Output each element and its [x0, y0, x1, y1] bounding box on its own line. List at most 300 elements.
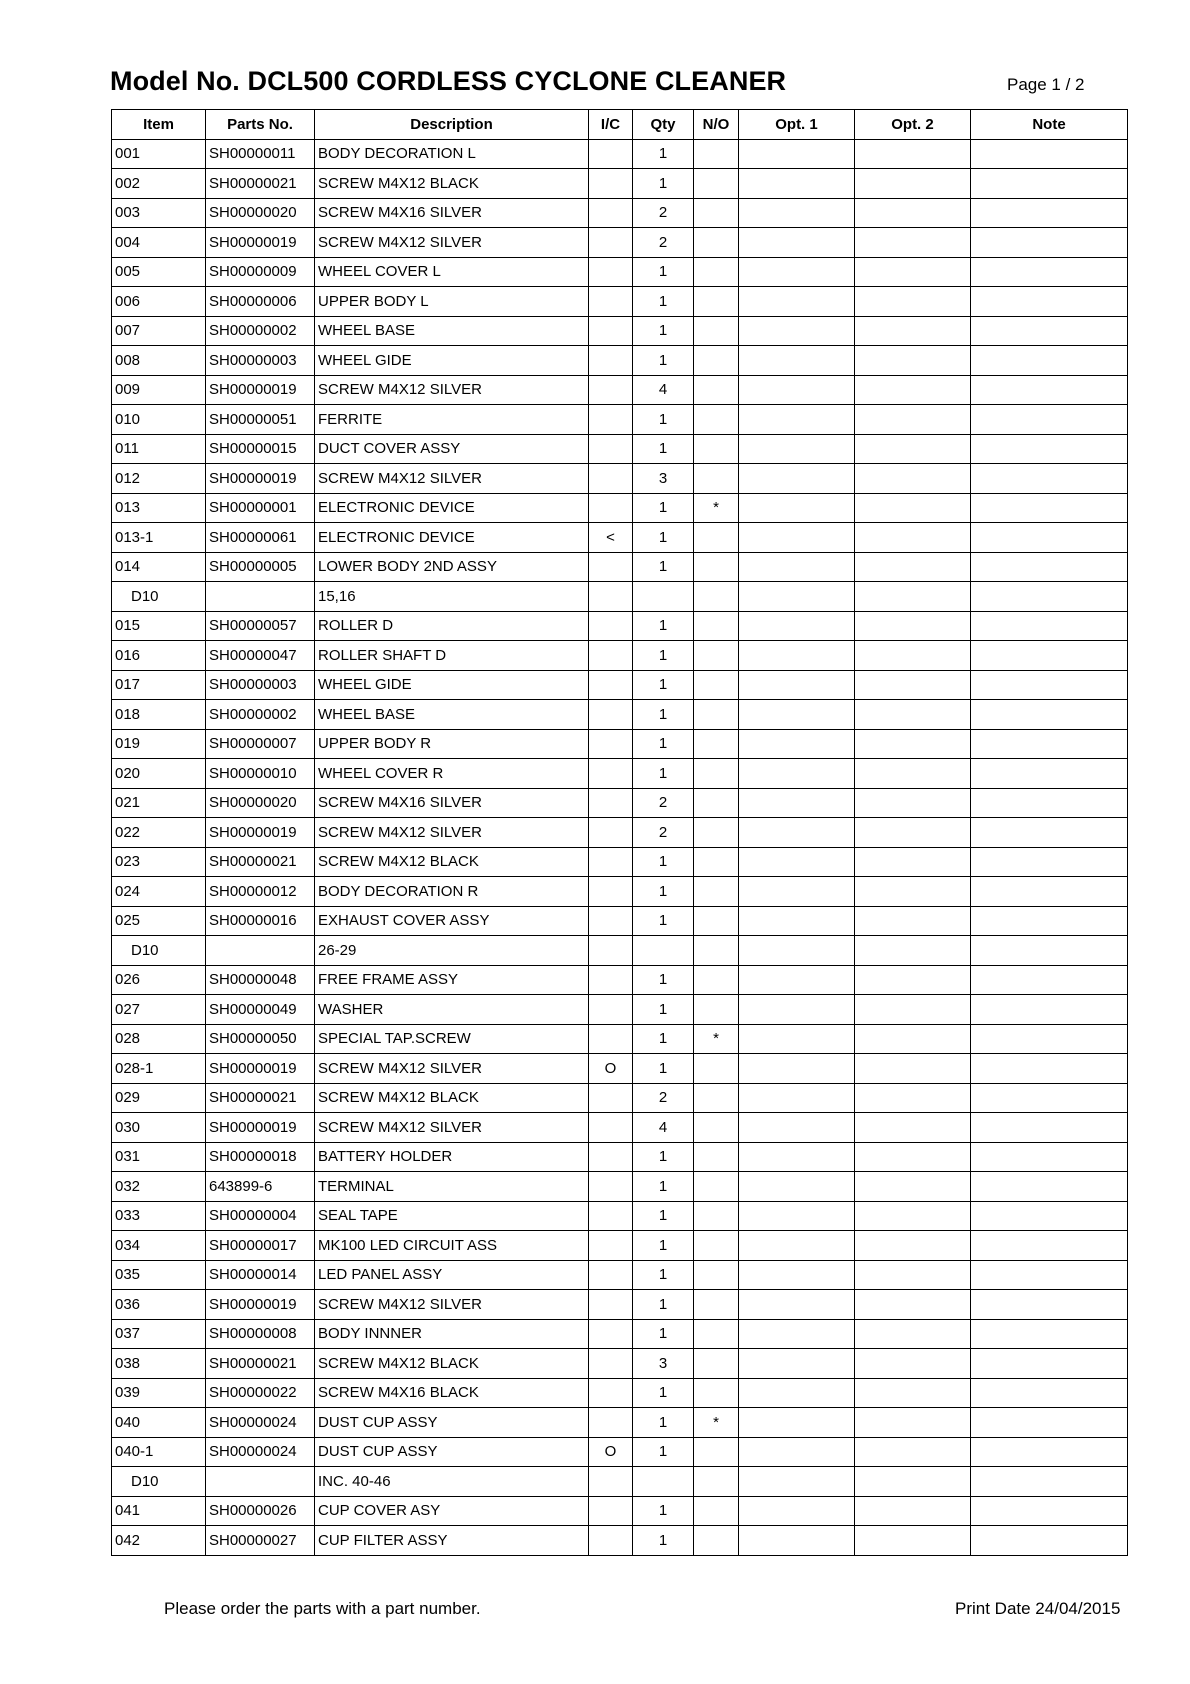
ic-cell [589, 346, 633, 376]
description-cell: SCREW M4X12 SILVER [315, 375, 589, 405]
part-number-cell: SH00000021 [206, 169, 315, 199]
ic-cell [589, 818, 633, 848]
qty-cell: 1 [633, 405, 694, 435]
table-row [112, 1260, 1128, 1290]
table-row [112, 1172, 1128, 1202]
ic-cell [589, 641, 633, 671]
no-cell [694, 1054, 739, 1084]
no-cell [694, 139, 739, 169]
no-cell [694, 1319, 739, 1349]
qty-cell: 1 [633, 877, 694, 907]
no-cell [694, 1526, 739, 1556]
no-cell [694, 552, 739, 582]
document-title: Model No. DCL500 CORDLESS CYCLONE CLEANER [110, 66, 787, 96]
description-cell: UPPER BODY L [315, 287, 589, 317]
item-cell: 034 [112, 1231, 206, 1261]
no-cell [694, 1142, 739, 1172]
opt2-cell [855, 877, 971, 907]
opt2-cell [855, 965, 971, 995]
no-cell [694, 965, 739, 995]
qty-cell: 3 [633, 1349, 694, 1379]
description-cell: WHEEL GIDE [315, 670, 589, 700]
item-cell: 025 [112, 906, 206, 936]
no-cell [694, 759, 739, 789]
ic-cell [589, 552, 633, 582]
note-cell [971, 523, 1128, 553]
note-cell [971, 434, 1128, 464]
opt2-cell [855, 729, 971, 759]
opt1-cell [739, 906, 855, 936]
no-cell [694, 877, 739, 907]
item-cell: 001 [112, 139, 206, 169]
part-number-cell: SH00000010 [206, 759, 315, 789]
note-cell [971, 1231, 1128, 1261]
opt1-cell [739, 493, 855, 523]
note-cell [971, 1349, 1128, 1379]
part-number-cell: SH00000005 [206, 552, 315, 582]
table-row [112, 965, 1128, 995]
qty-cell: 1 [633, 434, 694, 464]
qty-cell: 1 [633, 1024, 694, 1054]
qty-cell: 1 [633, 1378, 694, 1408]
item-cell: 028-1 [112, 1054, 206, 1084]
description-cell: WHEEL BASE [315, 316, 589, 346]
description-cell: SCREW M4X12 SILVER [315, 1054, 589, 1084]
opt1-cell [739, 1349, 855, 1379]
opt1-cell [739, 1526, 855, 1556]
column-header-ic: I/C [589, 110, 633, 140]
opt1-cell [739, 1172, 855, 1202]
opt1-cell [739, 700, 855, 730]
table-row [112, 346, 1128, 376]
opt1-cell [739, 375, 855, 405]
no-cell: * [694, 493, 739, 523]
opt1-cell [739, 936, 855, 966]
column-header-qty: Qty [633, 110, 694, 140]
opt2-cell [855, 670, 971, 700]
description-cell: SCREW M4X12 BLACK [315, 1349, 589, 1379]
note-cell [971, 257, 1128, 287]
qty-cell: 1 [633, 552, 694, 582]
part-number-cell: SH00000019 [206, 1054, 315, 1084]
item-cell: 012 [112, 464, 206, 494]
table-row [112, 1290, 1128, 1320]
note-cell [971, 788, 1128, 818]
ic-cell [589, 1172, 633, 1202]
item-cell: 041 [112, 1496, 206, 1526]
item-cell: 040-1 [112, 1437, 206, 1467]
order-note: Please order the parts with a part number. [164, 1599, 481, 1618]
description-cell: WHEEL COVER L [315, 257, 589, 287]
opt2-cell [855, 788, 971, 818]
ic-cell [589, 1526, 633, 1556]
opt1-cell [739, 257, 855, 287]
note-cell [971, 228, 1128, 258]
ic-cell [589, 1201, 633, 1231]
no-cell [694, 1260, 739, 1290]
item-cell: 019 [112, 729, 206, 759]
item-cell: D10 [112, 1467, 206, 1497]
no-cell [694, 847, 739, 877]
description-cell: 26-29 [315, 936, 589, 966]
qty-cell: 2 [633, 198, 694, 228]
ic-cell: < [589, 523, 633, 553]
qty-cell: 1 [633, 641, 694, 671]
no-cell [694, 1496, 739, 1526]
ic-cell [589, 405, 633, 435]
item-cell: 022 [112, 818, 206, 848]
item-cell: 027 [112, 995, 206, 1025]
table-row [112, 936, 1128, 966]
ic-cell [589, 1113, 633, 1143]
ic-cell [589, 582, 633, 612]
item-cell: 030 [112, 1113, 206, 1143]
description-cell: INC. 40-46 [315, 1467, 589, 1497]
opt1-cell [739, 405, 855, 435]
no-cell [694, 198, 739, 228]
qty-cell: 1 [633, 906, 694, 936]
column-header-opt2: Opt. 2 [855, 110, 971, 140]
opt1-cell [739, 1201, 855, 1231]
note-cell [971, 1054, 1128, 1084]
part-number-cell: SH00000003 [206, 346, 315, 376]
description-cell: UPPER BODY R [315, 729, 589, 759]
part-number-cell: SH00000057 [206, 611, 315, 641]
note-cell [971, 1083, 1128, 1113]
part-number-cell: SH00000019 [206, 464, 315, 494]
ic-cell [589, 1024, 633, 1054]
note-cell [971, 139, 1128, 169]
item-cell: 026 [112, 965, 206, 995]
no-cell [694, 169, 739, 199]
table-row [112, 906, 1128, 936]
note-cell [971, 405, 1128, 435]
part-number-cell: SH00000004 [206, 1201, 315, 1231]
part-number-cell: SH00000019 [206, 228, 315, 258]
no-cell [694, 1201, 739, 1231]
no-cell [694, 729, 739, 759]
table-row [112, 700, 1128, 730]
part-number-cell: SH00000015 [206, 434, 315, 464]
opt1-cell [739, 552, 855, 582]
table-row [112, 375, 1128, 405]
opt2-cell [855, 287, 971, 317]
part-number-cell: SH00000009 [206, 257, 315, 287]
table-row [112, 582, 1128, 612]
note-cell [971, 169, 1128, 199]
note-cell [971, 316, 1128, 346]
table-row [112, 1319, 1128, 1349]
note-cell [971, 1290, 1128, 1320]
ic-cell [589, 198, 633, 228]
no-cell [694, 405, 739, 435]
note-cell [971, 906, 1128, 936]
ic-cell [589, 670, 633, 700]
table-row [112, 434, 1128, 464]
item-cell: 004 [112, 228, 206, 258]
part-number-cell: SH00000021 [206, 1083, 315, 1113]
description-cell: ELECTRONIC DEVICE [315, 493, 589, 523]
qty-cell: 1 [633, 287, 694, 317]
opt2-cell [855, 139, 971, 169]
part-number-cell: SH00000001 [206, 493, 315, 523]
description-cell: FREE FRAME ASSY [315, 965, 589, 995]
opt1-cell [739, 729, 855, 759]
opt2-cell [855, 169, 971, 199]
part-number-cell: SH00000050 [206, 1024, 315, 1054]
table-row [112, 287, 1128, 317]
no-cell [694, 670, 739, 700]
item-cell: 031 [112, 1142, 206, 1172]
part-number-cell: SH00000019 [206, 1290, 315, 1320]
no-cell [694, 1113, 739, 1143]
item-cell: 038 [112, 1349, 206, 1379]
qty-cell: 1 [633, 1201, 694, 1231]
note-cell [971, 1467, 1128, 1497]
description-cell: SCREW M4X12 BLACK [315, 847, 589, 877]
description-cell: SCREW M4X12 SILVER [315, 1113, 589, 1143]
qty-cell: 4 [633, 375, 694, 405]
note-cell [971, 729, 1128, 759]
qty-cell: 1 [633, 1054, 694, 1084]
item-cell: 009 [112, 375, 206, 405]
item-cell: 032 [112, 1172, 206, 1202]
item-cell: 037 [112, 1319, 206, 1349]
part-number-cell: SH00000016 [206, 906, 315, 936]
no-cell [694, 788, 739, 818]
ic-cell [589, 1142, 633, 1172]
opt1-cell [739, 523, 855, 553]
no-cell: * [694, 1408, 739, 1438]
table-row [112, 670, 1128, 700]
table-row [112, 139, 1128, 169]
opt1-cell [739, 1231, 855, 1261]
description-cell: WHEEL GIDE [315, 346, 589, 376]
qty-cell: 1 [633, 316, 694, 346]
item-cell: 017 [112, 670, 206, 700]
description-cell: ROLLER SHAFT D [315, 641, 589, 671]
description-cell: CUP COVER ASY [315, 1496, 589, 1526]
column-header-parts-no: Parts No. [206, 110, 315, 140]
qty-cell: 1 [633, 995, 694, 1025]
parts-table-body [112, 139, 1128, 1555]
no-cell [694, 434, 739, 464]
table-row [112, 1024, 1128, 1054]
description-cell: DUCT COVER ASSY [315, 434, 589, 464]
no-cell [694, 228, 739, 258]
description-cell: WHEEL BASE [315, 700, 589, 730]
opt2-cell [855, 1290, 971, 1320]
qty-cell: 1 [633, 611, 694, 641]
opt1-cell [739, 641, 855, 671]
no-cell [694, 936, 739, 966]
ic-cell [589, 877, 633, 907]
table-row [112, 611, 1128, 641]
qty-cell: 1 [633, 1319, 694, 1349]
no-cell [694, 523, 739, 553]
part-number-cell: SH00000019 [206, 375, 315, 405]
description-cell: FERRITE [315, 405, 589, 435]
table-row [112, 1378, 1128, 1408]
description-cell: SCREW M4X16 SILVER [315, 788, 589, 818]
column-header-description: Description [315, 110, 589, 140]
qty-cell: 1 [633, 965, 694, 995]
note-cell [971, 1437, 1128, 1467]
opt1-cell [739, 1083, 855, 1113]
no-cell [694, 1467, 739, 1497]
no-cell [694, 611, 739, 641]
opt1-cell [739, 1408, 855, 1438]
part-number-cell: SH00000019 [206, 818, 315, 848]
table-row [112, 1231, 1128, 1261]
qty-cell: 1 [633, 1496, 694, 1526]
part-number-cell: SH00000002 [206, 700, 315, 730]
column-header-opt1: Opt. 1 [739, 110, 855, 140]
item-cell: 014 [112, 552, 206, 582]
opt2-cell [855, 1024, 971, 1054]
ic-cell [589, 700, 633, 730]
opt2-cell [855, 552, 971, 582]
item-cell: 021 [112, 788, 206, 818]
opt2-cell [855, 936, 971, 966]
no-cell [694, 1231, 739, 1261]
qty-cell: 1 [633, 523, 694, 553]
opt1-cell [739, 759, 855, 789]
item-cell: 042 [112, 1526, 206, 1556]
part-number-cell: SH00000049 [206, 995, 315, 1025]
ic-cell [589, 936, 633, 966]
opt2-cell [855, 257, 971, 287]
note-cell [971, 198, 1128, 228]
note-cell [971, 936, 1128, 966]
note-cell [971, 1142, 1128, 1172]
description-cell: WASHER [315, 995, 589, 1025]
no-cell [694, 1083, 739, 1113]
part-number-cell: SH00000020 [206, 198, 315, 228]
note-cell [971, 1260, 1128, 1290]
part-number-cell: SH00000022 [206, 1378, 315, 1408]
item-cell: 013 [112, 493, 206, 523]
note-cell [971, 877, 1128, 907]
parts-table [111, 109, 1128, 1556]
qty-cell: 1 [633, 847, 694, 877]
note-cell [971, 464, 1128, 494]
no-cell: * [694, 1024, 739, 1054]
ic-cell [589, 847, 633, 877]
part-number-cell: SH00000003 [206, 670, 315, 700]
opt2-cell [855, 1231, 971, 1261]
opt1-cell [739, 965, 855, 995]
part-number-cell: SH00000018 [206, 1142, 315, 1172]
description-cell: SCREW M4X12 SILVER [315, 818, 589, 848]
opt2-cell [855, 1526, 971, 1556]
part-number-cell: SH00000048 [206, 965, 315, 995]
opt1-cell [739, 847, 855, 877]
description-cell: WHEEL COVER R [315, 759, 589, 789]
ic-cell [589, 287, 633, 317]
ic-cell: O [589, 1437, 633, 1467]
opt1-cell [739, 1024, 855, 1054]
table-row [112, 1526, 1128, 1556]
opt2-cell [855, 464, 971, 494]
note-cell [971, 965, 1128, 995]
no-cell [694, 1378, 739, 1408]
opt1-cell [739, 995, 855, 1025]
opt1-cell [739, 1467, 855, 1497]
no-cell [694, 995, 739, 1025]
opt1-cell [739, 1290, 855, 1320]
qty-cell: 1 [633, 1142, 694, 1172]
table-row [112, 1201, 1128, 1231]
part-number-cell: SH00000024 [206, 1437, 315, 1467]
opt2-cell [855, 434, 971, 464]
part-number-cell: SH00000014 [206, 1260, 315, 1290]
page-number: Page 1 / 2 [1007, 75, 1085, 94]
item-cell: 013-1 [112, 523, 206, 553]
part-number-cell: SH00000051 [206, 405, 315, 435]
no-cell [694, 1290, 739, 1320]
item-cell: 015 [112, 611, 206, 641]
ic-cell [589, 906, 633, 936]
no-cell [694, 375, 739, 405]
column-header-no: N/O [694, 110, 739, 140]
item-cell: 006 [112, 287, 206, 317]
qty-cell [633, 936, 694, 966]
qty-cell: 3 [633, 464, 694, 494]
no-cell [694, 818, 739, 848]
item-cell: 036 [112, 1290, 206, 1320]
ic-cell [589, 729, 633, 759]
opt2-cell [855, 1142, 971, 1172]
qty-cell: 1 [633, 729, 694, 759]
table-row [112, 877, 1128, 907]
item-cell: 029 [112, 1083, 206, 1113]
part-number-cell: SH00000026 [206, 1496, 315, 1526]
note-cell [971, 1408, 1128, 1438]
qty-cell: 1 [633, 1290, 694, 1320]
item-cell: 018 [112, 700, 206, 730]
opt1-cell [739, 1113, 855, 1143]
opt2-cell [855, 847, 971, 877]
description-cell: SCREW M4X12 SILVER [315, 464, 589, 494]
opt1-cell [739, 316, 855, 346]
table-row [112, 1437, 1128, 1467]
item-cell: 007 [112, 316, 206, 346]
no-cell [694, 700, 739, 730]
note-cell [971, 582, 1128, 612]
item-cell: D10 [112, 936, 206, 966]
item-cell: 039 [112, 1378, 206, 1408]
table-row [112, 1467, 1128, 1497]
part-number-cell [206, 1467, 315, 1497]
table-row [112, 995, 1128, 1025]
ic-cell [589, 1378, 633, 1408]
part-number-cell: SH00000008 [206, 1319, 315, 1349]
note-cell [971, 346, 1128, 376]
item-cell: 028 [112, 1024, 206, 1054]
ic-cell [589, 1231, 633, 1261]
note-cell [971, 1113, 1128, 1143]
qty-cell: 2 [633, 788, 694, 818]
opt1-cell [739, 287, 855, 317]
note-cell [971, 1496, 1128, 1526]
ic-cell [589, 611, 633, 641]
opt1-cell [739, 464, 855, 494]
opt2-cell [855, 1260, 971, 1290]
opt2-cell [855, 1467, 971, 1497]
column-header-note: Note [971, 110, 1128, 140]
part-number-cell [206, 936, 315, 966]
